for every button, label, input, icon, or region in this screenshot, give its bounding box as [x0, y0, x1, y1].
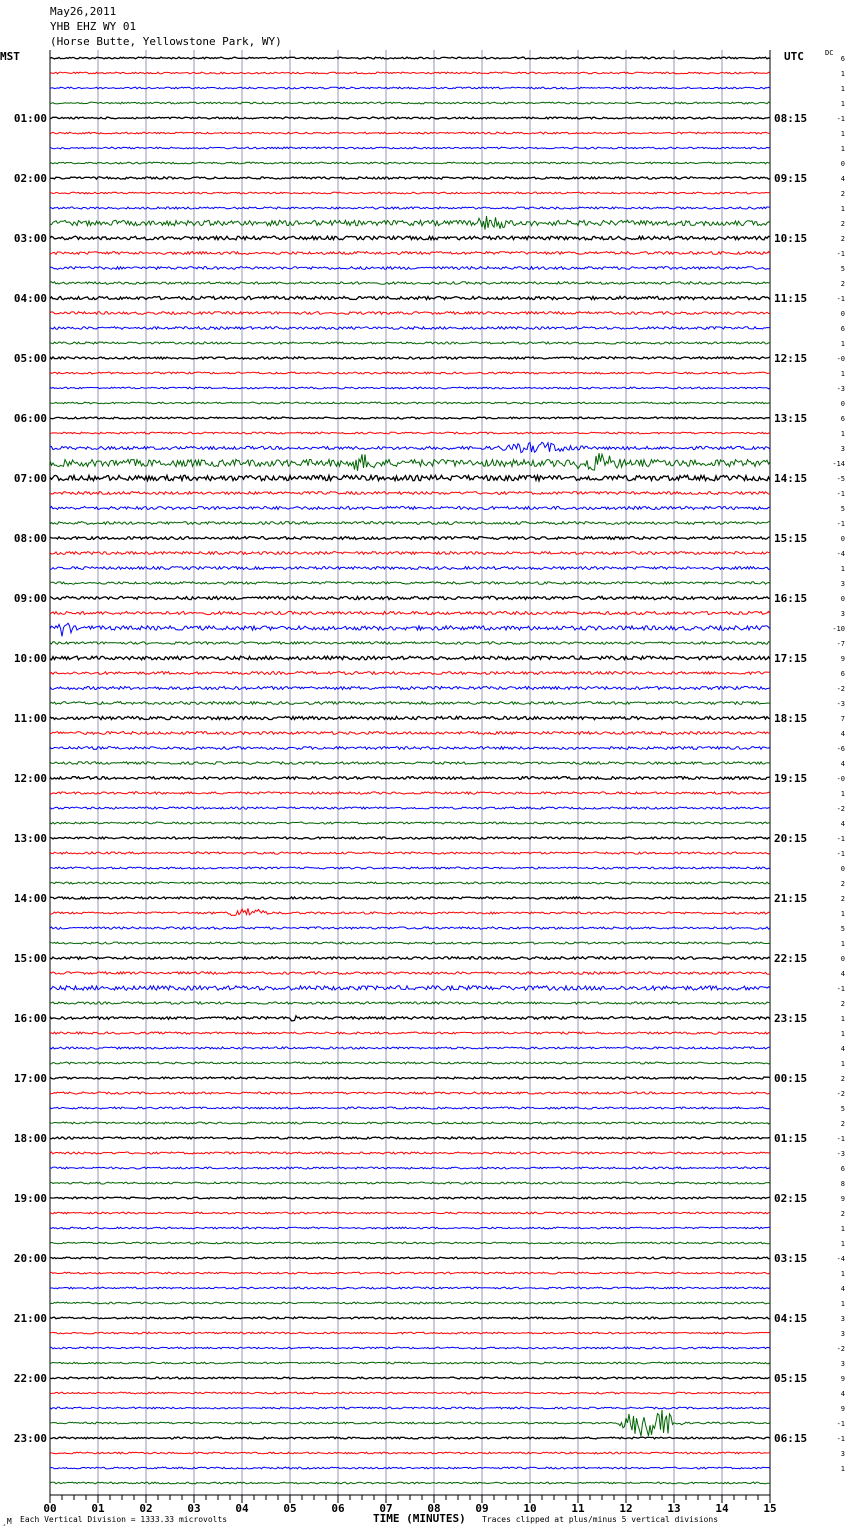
x-tick-label: 11	[571, 1502, 585, 1515]
utc-hour-label: 23:15	[774, 1012, 808, 1025]
dc-offset-value: 4	[840, 760, 845, 768]
trace-line	[50, 312, 770, 315]
utc-hour-label: 18:15	[774, 712, 808, 725]
dc-offset-value: 4	[840, 175, 845, 183]
trace-line	[50, 522, 770, 525]
dc-offset-value: 2	[840, 1210, 845, 1218]
trace-line	[50, 1182, 770, 1184]
dc-offset-value: 0	[840, 955, 845, 963]
mst-hour-label: 07:00	[13, 472, 47, 485]
dc-offset-value: 1	[840, 70, 845, 78]
trace-line	[50, 282, 770, 285]
x-tick-label: 10	[523, 1502, 537, 1515]
trace-line	[50, 1452, 770, 1454]
dc-offset-value: 2	[840, 280, 845, 288]
dc-offset-value: 4	[840, 820, 845, 828]
mst-hour-label: 03:00	[13, 232, 47, 245]
dc-offset-value: -0	[836, 355, 845, 363]
dc-offset-value: 0	[840, 400, 845, 408]
trace-line	[50, 1002, 770, 1004]
trace-line	[50, 1482, 770, 1484]
dc-offset-value: 0	[840, 595, 845, 603]
mst-hour-label: 15:00	[13, 952, 47, 965]
trace-line	[50, 957, 770, 960]
trace-line	[50, 611, 770, 614]
dc-offset-value: 1	[840, 790, 845, 798]
trace-line	[50, 1332, 770, 1334]
dc-offset-value: 1	[840, 1300, 845, 1308]
dc-offset-value: 1	[840, 430, 845, 438]
dc-offset-value: -0	[836, 775, 845, 783]
mst-hour-label: 23:00	[13, 1432, 47, 1445]
dc-offset-value: 3	[840, 1315, 845, 1323]
scale-note: Each Vertical Division = 1333.33 microvolts	[20, 1515, 228, 1524]
trace-line	[50, 267, 770, 270]
dc-offset-value: -1	[836, 1435, 845, 1443]
trace-line	[50, 57, 770, 59]
x-axis-title: TIME (MINUTES)	[373, 1512, 466, 1525]
mst-hour-label: 22:00	[13, 1372, 47, 1385]
trace-line	[50, 117, 770, 119]
dc-offset-value: -1	[836, 1420, 845, 1428]
dc-offset-value: 2	[840, 190, 845, 198]
trace-line	[50, 1227, 770, 1229]
trace-line	[50, 162, 770, 164]
dc-offset-value: -2	[836, 1345, 845, 1353]
trace-line	[50, 537, 770, 540]
trace-line	[50, 1197, 770, 1199]
trace-line	[50, 986, 770, 990]
dc-offset-value: 2	[840, 880, 845, 888]
trace-line	[50, 1287, 770, 1289]
trace-line	[50, 342, 770, 344]
trace-line	[50, 402, 770, 404]
dc-offset-value: 1	[840, 1240, 845, 1248]
dc-offset-value: 6	[840, 55, 845, 63]
mst-hour-label: 09:00	[13, 592, 47, 605]
trace-line	[50, 927, 770, 929]
dc-offset-value: -1	[836, 520, 845, 528]
trace-line	[50, 296, 770, 299]
trace-line	[50, 72, 770, 74]
trace-line	[50, 1437, 770, 1439]
dc-offset-value: -4	[836, 550, 845, 558]
dc-offset-value: 1	[840, 370, 845, 378]
dc-offset-value: 1	[840, 1015, 845, 1023]
trace-line	[50, 908, 770, 915]
utc-hour-label: 04:15	[774, 1312, 808, 1325]
trace-line	[50, 216, 770, 230]
dc-offset-value: 3	[840, 580, 845, 588]
dc-offset-value: 9	[840, 655, 845, 663]
dc-offset-value: 4	[840, 730, 845, 738]
trace-line	[50, 357, 770, 359]
trace-line	[50, 552, 770, 555]
dc-offset-value: 1	[840, 130, 845, 138]
dc-offset-value: -1	[836, 1135, 845, 1143]
trace-line	[50, 1212, 770, 1214]
utc-hour-label: 00:15	[774, 1072, 808, 1085]
utc-hour-label: 21:15	[774, 892, 808, 905]
dc-offset-value: 8	[840, 1180, 845, 1188]
trace-line	[50, 747, 770, 750]
trace-line	[50, 453, 770, 471]
x-tick-label: 04	[235, 1502, 249, 1515]
mst-hour-label: 16:00	[13, 1012, 47, 1025]
mst-hour-label: 05:00	[13, 352, 47, 365]
trace-line	[50, 1257, 770, 1259]
dc-label: DC	[825, 49, 834, 57]
trace-line	[50, 972, 770, 975]
utc-hour-label: 13:15	[774, 412, 808, 425]
clip-note: Traces clipped at plus/minus 5 vertical divisions	[482, 1515, 719, 1524]
dc-offset-value: -1	[836, 835, 845, 843]
trace-line	[50, 442, 770, 452]
dc-offset-value: 9	[840, 1375, 845, 1383]
mst-hour-label: 06:00	[13, 412, 47, 425]
dc-offset-value: -7	[836, 640, 845, 648]
trace-line	[50, 1242, 770, 1244]
dc-offset-value: 9	[840, 1405, 845, 1413]
x-tick-label: 00	[43, 1502, 57, 1515]
trace-line	[50, 762, 770, 765]
dc-offset-value: -2	[836, 805, 845, 813]
x-tick-label: 02	[139, 1502, 153, 1515]
utc-hour-label: 02:15	[774, 1192, 808, 1205]
trace-line	[50, 702, 770, 705]
x-tick-label: 01	[91, 1502, 105, 1515]
dc-offset-value: 1	[840, 145, 845, 153]
trace-line	[50, 732, 770, 735]
utc-hour-label: 08:15	[774, 112, 808, 125]
dc-offset-value: 0	[840, 535, 845, 543]
mst-label: MST	[0, 50, 20, 63]
trace-line	[50, 1410, 770, 1436]
dc-offset-value: 3	[840, 1360, 845, 1368]
dc-offset-value: 4	[840, 1285, 845, 1293]
trace-line	[50, 1107, 770, 1109]
mst-hour-label: 20:00	[13, 1252, 47, 1265]
dc-offset-value: -1	[836, 490, 845, 498]
trace-line	[50, 506, 770, 509]
trace-line	[50, 327, 770, 330]
dc-offset-value: 4	[840, 1390, 845, 1398]
trace-line	[50, 1407, 770, 1409]
utc-hour-label: 16:15	[774, 592, 808, 605]
dc-offset-value: 4	[840, 1045, 845, 1053]
station-code: YHB EHZ WY 01	[50, 20, 137, 33]
utc-hour-label: 12:15	[774, 352, 808, 365]
trace-line	[50, 1392, 770, 1394]
trace-line	[50, 132, 770, 134]
dc-offset-value: -5	[836, 475, 845, 483]
trace-line	[50, 777, 770, 780]
dc-offset-value: 2	[840, 235, 845, 243]
dc-offset-value: 6	[840, 325, 845, 333]
dc-offset-value: 5	[840, 505, 845, 513]
trace-line	[50, 1347, 770, 1349]
trace-line	[50, 672, 770, 675]
trace-line	[50, 867, 770, 869]
x-tick-label: 15	[763, 1502, 777, 1515]
trace-line	[50, 1016, 770, 1021]
utc-hour-label: 20:15	[774, 832, 808, 845]
dc-offset-value: 1	[840, 1030, 845, 1038]
trace-line	[50, 716, 770, 719]
dc-offset-value: 0	[840, 160, 845, 168]
dc-offset-value: 5	[840, 1105, 845, 1113]
trace-line	[50, 837, 770, 839]
dc-offset-value: -3	[836, 700, 845, 708]
dc-offset-value: 1	[840, 910, 845, 918]
dc-offset-value: 0	[840, 310, 845, 318]
trace-line	[50, 1377, 770, 1379]
mst-hour-label: 10:00	[13, 652, 47, 665]
mst-hour-label: 14:00	[13, 892, 47, 905]
trace-line	[50, 882, 770, 884]
dc-offset-value: 0	[840, 865, 845, 873]
dc-offset-value: 4	[840, 970, 845, 978]
trace-line	[50, 492, 770, 495]
station-location: (Horse Butte, Yellowstone Park, WY)	[50, 35, 282, 48]
dc-offset-value: 1	[840, 1270, 845, 1278]
dc-offset-value: 2	[840, 1120, 845, 1128]
trace-line	[50, 177, 770, 179]
mst-hour-label: 19:00	[13, 1192, 47, 1205]
trace-line	[50, 582, 770, 585]
utc-label: UTC	[784, 50, 804, 63]
utc-hour-label: 01:15	[774, 1132, 808, 1145]
trace-line	[50, 475, 770, 480]
x-tick-label: 03	[187, 1502, 201, 1515]
mst-hour-label: 18:00	[13, 1132, 47, 1145]
trace-line	[50, 1122, 770, 1124]
corner-mark: ¸M	[2, 1517, 12, 1526]
dc-offset-value: 1	[840, 940, 845, 948]
trace-line	[50, 822, 770, 824]
dc-offset-value: 1	[840, 1060, 845, 1068]
dc-offset-value: 6	[840, 1165, 845, 1173]
mst-hour-label: 08:00	[13, 532, 47, 545]
dc-offset-value: -4	[836, 1255, 845, 1263]
dc-offset-value: 7	[840, 715, 845, 723]
trace-line	[50, 852, 770, 854]
utc-hour-label: 10:15	[774, 232, 808, 245]
dc-offset-value: -3	[836, 1150, 845, 1158]
utc-hour-label: 17:15	[774, 652, 808, 665]
utc-hour-label: 11:15	[774, 292, 808, 305]
dc-offset-value: 5	[840, 925, 845, 933]
trace-line	[50, 567, 770, 570]
dc-offset-value: 9	[840, 1195, 845, 1203]
trace-line	[50, 897, 770, 899]
trace-line	[50, 807, 770, 809]
trace-line	[50, 1272, 770, 1274]
dc-offset-value: 6	[840, 415, 845, 423]
x-tick-label: 08	[427, 1502, 441, 1515]
x-tick-label: 12	[619, 1502, 633, 1515]
trace-line	[50, 192, 770, 194]
mst-hour-label: 21:00	[13, 1312, 47, 1325]
dc-offset-value: 2	[840, 1000, 845, 1008]
dc-offset-value: -14	[832, 460, 845, 468]
trace-line	[50, 1077, 770, 1079]
utc-hour-label: 05:15	[774, 1372, 808, 1385]
dc-offset-value: 1	[840, 100, 845, 108]
dc-offset-value: -2	[836, 685, 845, 693]
trace-line	[50, 1467, 770, 1469]
trace-line	[50, 207, 770, 209]
dc-offset-value: -2	[836, 1090, 845, 1098]
dc-offset-value: -10	[832, 625, 845, 633]
trace-line	[50, 1047, 770, 1049]
trace-line	[50, 87, 770, 89]
plot-date: May26,2011	[50, 5, 117, 18]
dc-offset-value: -1	[836, 850, 845, 858]
utc-hour-label: 09:15	[774, 172, 808, 185]
trace-line	[50, 1302, 770, 1304]
utc-hour-label: 15:15	[774, 532, 808, 545]
trace-line	[50, 1317, 770, 1319]
mst-hour-label: 01:00	[13, 112, 47, 125]
utc-hour-label: 06:15	[774, 1432, 808, 1445]
trace-line	[50, 686, 770, 689]
trace-line	[50, 252, 770, 255]
dc-offset-value: 6	[840, 670, 845, 678]
trace-line	[50, 1062, 770, 1064]
dc-offset-value: -6	[836, 745, 845, 753]
dc-offset-value: -1	[836, 295, 845, 303]
dc-offset-value: 2	[840, 220, 845, 228]
x-tick-label: 06	[331, 1502, 345, 1515]
dc-offset-value: 1	[840, 85, 845, 93]
dc-offset-value: 2	[840, 895, 845, 903]
dc-offset-value: -1	[836, 985, 845, 993]
trace-line	[50, 1032, 770, 1034]
trace-line	[50, 1152, 770, 1154]
dc-offset-value: 5	[840, 265, 845, 273]
trace-line	[50, 147, 770, 149]
trace-line	[50, 642, 770, 645]
mst-hour-label: 02:00	[13, 172, 47, 185]
mst-hour-label: 04:00	[13, 292, 47, 305]
dc-offset-value: -1	[836, 115, 845, 123]
x-tick-label: 05	[283, 1502, 297, 1515]
trace-line	[50, 942, 770, 944]
utc-hour-label: 22:15	[774, 952, 808, 965]
trace-line	[50, 623, 770, 636]
dc-offset-value: 3	[840, 610, 845, 618]
dc-offset-value: -3	[836, 385, 845, 393]
trace-line	[50, 1092, 770, 1094]
trace-line	[50, 1167, 770, 1169]
trace-line	[50, 417, 770, 419]
x-tick-label: 14	[715, 1502, 729, 1515]
utc-hour-label: 19:15	[774, 772, 808, 785]
mst-hour-label: 13:00	[13, 832, 47, 845]
utc-hour-label: 03:15	[774, 1252, 808, 1265]
dc-offset-value: 1	[840, 565, 845, 573]
mst-hour-label: 12:00	[13, 772, 47, 785]
trace-line	[50, 1362, 770, 1364]
dc-offset-value: 3	[840, 445, 845, 453]
trace-line	[50, 102, 770, 104]
dc-offset-value: 3	[840, 1450, 845, 1458]
x-tick-label: 13	[667, 1502, 681, 1515]
dc-offset-value: 2	[840, 1075, 845, 1083]
x-tick-label: 07	[379, 1502, 393, 1515]
mst-hour-label: 17:00	[13, 1072, 47, 1085]
trace-line	[50, 372, 770, 374]
dc-offset-value: -1	[836, 250, 845, 258]
trace-line	[50, 792, 770, 794]
trace-line	[50, 387, 770, 389]
mst-hour-label: 11:00	[13, 712, 47, 725]
trace-line	[50, 432, 770, 434]
trace-line	[50, 1137, 770, 1139]
dc-offset-value: 1	[840, 205, 845, 213]
dc-offset-value: 1	[840, 1225, 845, 1233]
dc-offset-value: 3	[840, 1330, 845, 1338]
trace-line	[50, 596, 770, 599]
dc-offset-value: 1	[840, 340, 845, 348]
trace-line	[50, 236, 770, 240]
x-tick-label: 09	[475, 1502, 489, 1515]
utc-hour-label: 14:15	[774, 472, 808, 485]
dc-offset-value: 1	[840, 1465, 845, 1473]
trace-line	[50, 656, 770, 660]
